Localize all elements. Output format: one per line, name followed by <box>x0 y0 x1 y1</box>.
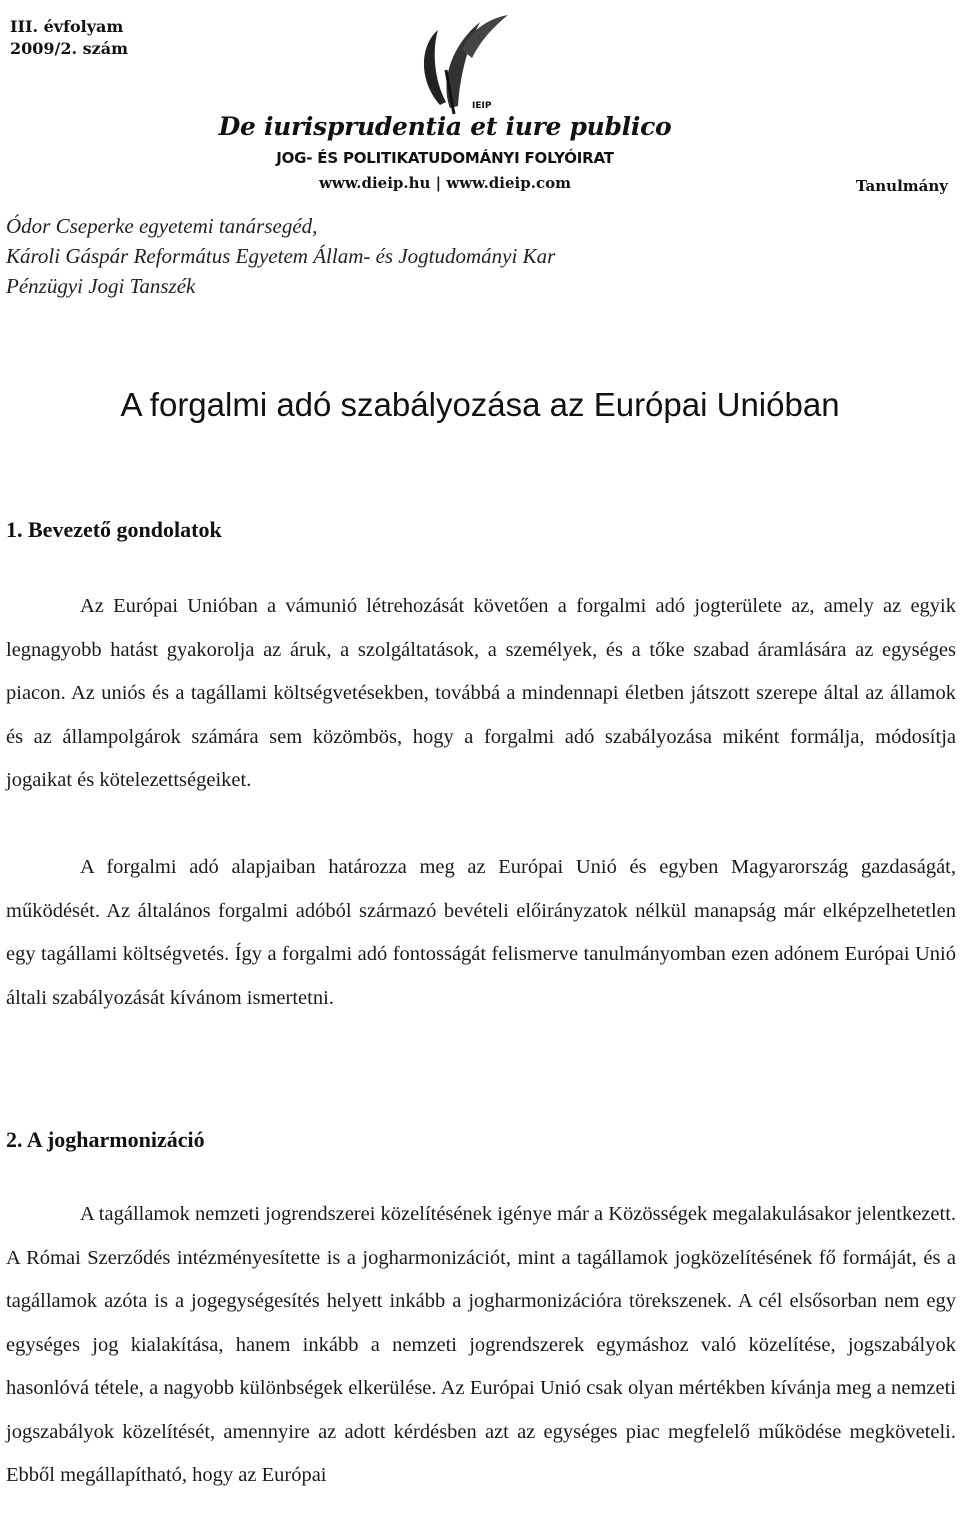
section-2-paragraph-1: A tagállamok nemzeti jogrendszerei közelítésének igénye már a Közösségek megalakulásakor jelentkezett. A Római Szerződés intézményesítette is a jogharmonizációt, mint a tagállamok jogközelítésének fő formáját, és a tagállamok azóta is a jogegységesítés helyett inkább a jogharmonizációra törekszenek. A cél elsősorban nem egy egységes jog kialakítása, hanem inkább a nemzeti jogrendszerek egymáshoz való közelítése, jogszabályok hasonlóvá tétele, a nagyobb különbségek elkerülése. Az Európai Unió csak olyan mértékben kívánja meg a nemzeti jogszabályok közelítését, amennyire az adott kérdésben azt az egységes piac megfelelő működése megköveteli. Ebből megállapítható, hogy az Európai <box>6 1203 957 1486</box>
issue-number: 2009/2. szám <box>10 39 129 58</box>
journal-name: JOG- ÉS POLITIKATUDOMÁNYI FOLYÓIRAT <box>276 149 614 167</box>
url-separator: | <box>435 174 442 192</box>
article-title: A forgalmi adó szabályozása az Európai Unióban <box>120 386 840 423</box>
author-name: Ódor Cseperke egyetemi tanársegéd, <box>6 214 318 238</box>
url-hu-link[interactable]: www.dieip.hu <box>319 174 431 192</box>
logo-small-text: IEIP <box>472 101 492 111</box>
url-com-link[interactable]: www.dieip.com <box>446 174 571 192</box>
journal-header <box>0 0 960 205</box>
author-block <box>6 211 906 301</box>
section-1-paragraph-1: Az Európai Unióban a vámunió létrehozását követően a forgalmi adó jogterülete az, amely az egyik legnagyobb hatást gyakorolja az áruk, a szolgáltatások, a személyek, és a tőke szabad áramlására az egységes piacon. Az uniós és a tagállami költségvetésekben, továbbá a mindennapi életben játszott szerepe által az államok és az állampolgárok számára sem közömbös, hogy a forgalmi adó szabályozása miként formálja, módosítja jogaikat és kötelezettségeiket. <box>6 595 956 791</box>
volume-label: III. évfolyam <box>10 17 124 36</box>
issue-info <box>10 16 128 60</box>
article-category: Tanulmány <box>855 177 948 195</box>
journal-motto: De iurisprudentia et iure publico <box>218 112 672 141</box>
section-1-heading: 1. Bevezető gondolatok <box>6 517 222 542</box>
author-institution: Károli Gáspár Református Egyetem Állam- és Jogtudományi Kar <box>6 244 556 268</box>
journal-urls <box>210 174 680 192</box>
author-department: Pénzügyi Jogi Tanszék <box>6 274 196 298</box>
section-2-heading: 2. A jogharmonizáció <box>6 1127 205 1152</box>
section-1-paragraph-2: A forgalmi adó alapjaiban határozza meg az Európai Unió és egyben Magyarország gazdaságát, működését. Az általános forgalmi adóból származó bevételi előirányzatok nélkül manapság már elképzelhetetlen egy tagállami költségvetés. Így a forgalmi adó fontosságát felismerve tanulmányomban ezen adónem Európai Unió általi szabályozását kívánom ismertetni. <box>6 856 956 1009</box>
journal-logo-icon <box>410 10 520 125</box>
